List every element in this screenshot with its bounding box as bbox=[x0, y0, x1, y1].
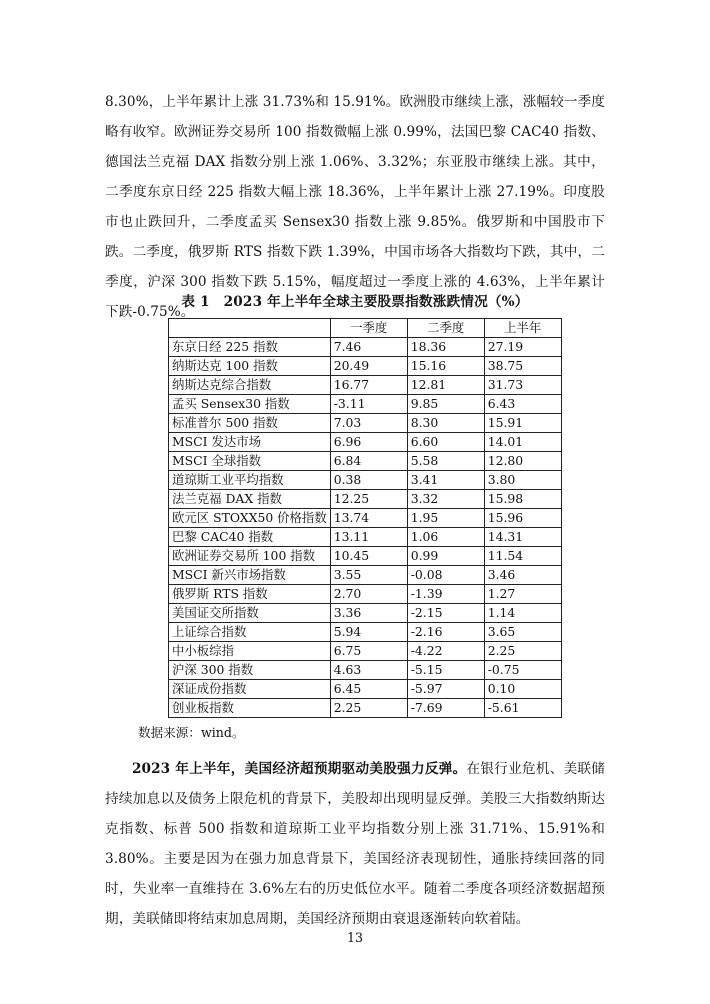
index-name-cell: 沪深 300 指数 bbox=[169, 661, 331, 680]
index-name-cell: 法兰克福 DAX 指数 bbox=[169, 490, 331, 509]
header-cell: 上半年 bbox=[484, 319, 561, 338]
table-row bbox=[169, 528, 562, 547]
value-cell: 9.85 bbox=[407, 395, 484, 414]
index-name-cell: 东京日经 225 指数 bbox=[169, 338, 331, 357]
value-cell: -5.97 bbox=[407, 680, 484, 699]
value-cell: 16.77 bbox=[330, 376, 407, 395]
value-cell: 15.96 bbox=[484, 509, 561, 528]
table-row bbox=[169, 395, 562, 414]
paragraph-top: 8.30%，上半年累计上涨 31.73%和 15.91%。欧洲股市继续上涨，涨幅较一季度略有收窄。欧洲证券交易所 100 指数微幅上涨 0.99%，法国巴黎 CAC40 指数、德国法兰克福 DAX 指数分别上涨 1.06%、3.32%；东亚股市继续上涨。其中，二季度东京日经 225 指数大幅上涨 18.36%，上半年累计上涨 27.19%。印度股市也止跌回升，二季度孟买 Sensex30 指数上涨 9.85%。俄罗斯和中国股市下跌。二季度，俄罗斯 RTS 指数下跌 1.39%，中国市场各大指数均下跌，其中，二季度，沪深 300 指数下跌 5.15%，幅度超过一季度上涨的 4.63%，上半年累计下跌-0.75%。 bbox=[105, 94, 605, 320]
value-cell: 2.25 bbox=[484, 642, 561, 661]
value-cell: 1.95 bbox=[407, 509, 484, 528]
value-cell: 3.80 bbox=[484, 471, 561, 490]
table-row bbox=[169, 338, 562, 357]
value-cell: 6.43 bbox=[484, 395, 561, 414]
table-row bbox=[169, 433, 562, 452]
value-cell: -2.15 bbox=[407, 604, 484, 623]
value-cell: 0.10 bbox=[484, 680, 561, 699]
value-cell: 2.70 bbox=[330, 585, 407, 604]
table-row bbox=[169, 490, 562, 509]
value-cell: 27.19 bbox=[484, 338, 561, 357]
value-cell: 7.46 bbox=[330, 338, 407, 357]
index-name-cell: 俄罗斯 RTS 指数 bbox=[169, 585, 331, 604]
value-cell: 3.55 bbox=[330, 566, 407, 585]
value-cell: -0.75 bbox=[484, 661, 561, 680]
table-row bbox=[169, 414, 562, 433]
value-cell: 12.25 bbox=[330, 490, 407, 509]
value-cell: 13.74 bbox=[330, 509, 407, 528]
value-cell: -0.08 bbox=[407, 566, 484, 585]
value-cell: -1.39 bbox=[407, 585, 484, 604]
index-name-cell: 上证综合指数 bbox=[169, 623, 331, 642]
data-source: 数据来源：wind。 bbox=[138, 725, 245, 740]
value-cell: 11.54 bbox=[484, 547, 561, 566]
value-cell: 3.36 bbox=[330, 604, 407, 623]
value-cell: 2.25 bbox=[330, 699, 407, 718]
table-row bbox=[169, 585, 562, 604]
value-cell: -5.15 bbox=[407, 661, 484, 680]
index-name-cell: 巴黎 CAC40 指数 bbox=[169, 528, 331, 547]
value-cell: 1.06 bbox=[407, 528, 484, 547]
index-name-cell: 纳斯达克综合指数 bbox=[169, 376, 331, 395]
value-cell: -4.22 bbox=[407, 642, 484, 661]
value-cell: 6.45 bbox=[330, 680, 407, 699]
value-cell: 18.36 bbox=[407, 338, 484, 357]
value-cell: -2.16 bbox=[407, 623, 484, 642]
index-name-cell: MSCI 全球指数 bbox=[169, 452, 331, 471]
table-row bbox=[169, 642, 562, 661]
index-name-cell: MSCI 新兴市场指数 bbox=[169, 566, 331, 585]
table-row bbox=[169, 699, 562, 718]
value-cell: 1.27 bbox=[484, 585, 561, 604]
page-number: 13 bbox=[346, 930, 364, 945]
index-name-cell: 道琼斯工业平均指数 bbox=[169, 471, 331, 490]
value-cell: 7.03 bbox=[330, 414, 407, 433]
value-cell: 14.01 bbox=[484, 433, 561, 452]
value-cell: 3.46 bbox=[484, 566, 561, 585]
value-cell: 1.14 bbox=[484, 604, 561, 623]
value-cell: 38.75 bbox=[484, 357, 561, 376]
table-header-row bbox=[169, 319, 562, 338]
index-table bbox=[168, 318, 562, 718]
value-cell: 3.65 bbox=[484, 623, 561, 642]
index-name-cell: 欧元区 STOXX50 价格指数 bbox=[169, 509, 331, 528]
value-cell: 10.45 bbox=[330, 547, 407, 566]
value-cell: 31.73 bbox=[484, 376, 561, 395]
value-cell: 6.75 bbox=[330, 642, 407, 661]
table-row bbox=[169, 509, 562, 528]
index-name-cell: 标准普尔 500 指数 bbox=[169, 414, 331, 433]
table-row bbox=[169, 376, 562, 395]
value-cell: 6.84 bbox=[330, 452, 407, 471]
header-cell: 二季度 bbox=[407, 319, 484, 338]
index-name-cell: 中小板综指 bbox=[169, 642, 331, 661]
value-cell: 0.99 bbox=[407, 547, 484, 566]
value-cell: 5.58 bbox=[407, 452, 484, 471]
index-name-cell: 创业板指数 bbox=[169, 699, 331, 718]
value-cell: -7.69 bbox=[407, 699, 484, 718]
table-row bbox=[169, 547, 562, 566]
value-cell: 15.98 bbox=[484, 490, 561, 509]
value-cell: 12.81 bbox=[407, 376, 484, 395]
value-cell: 6.96 bbox=[330, 433, 407, 452]
index-name-cell: 深证成份指数 bbox=[169, 680, 331, 699]
table-row bbox=[169, 566, 562, 585]
table-caption: 表 1 2023 年上半年全球主要股票指数涨跌情况（%） bbox=[181, 294, 529, 310]
index-name-cell: MSCI 发达市场 bbox=[169, 433, 331, 452]
value-cell: 6.60 bbox=[407, 433, 484, 452]
value-cell: 15.91 bbox=[484, 414, 561, 433]
table-row bbox=[169, 680, 562, 699]
value-cell: 4.63 bbox=[330, 661, 407, 680]
value-cell: 0.38 bbox=[330, 471, 407, 490]
value-cell: 14.31 bbox=[484, 528, 561, 547]
header-cell bbox=[169, 319, 331, 338]
value-cell: 3.41 bbox=[407, 471, 484, 490]
value-cell: 3.32 bbox=[407, 490, 484, 509]
value-cell: 5.94 bbox=[330, 623, 407, 642]
paragraph-body: 在银行业危机、美联储持续加息以及债务上限危机的背景下，美股却出现明显反弹。美股三大指数纳斯达克指数、标普 500 指数和道琼斯工业平均指数分别上涨 31.71%、15.91%和 3.80%。主要是因为在强力加息背景下，美国经济表现韧性，通胀持续回落的同时，失业率一直维持在 3.6%左右的历史低位水平。随着二季度各项经济数据超预期，美联储即将结束加息周期，美国经济预期由衰退逐渐转向软着陆。 bbox=[105, 761, 605, 927]
index-name-cell: 欧洲证券交易所 100 指数 bbox=[169, 547, 331, 566]
header-cell: 一季度 bbox=[330, 319, 407, 338]
value-cell: 12.80 bbox=[484, 452, 561, 471]
value-cell: 13.11 bbox=[330, 528, 407, 547]
table-row bbox=[169, 452, 562, 471]
index-name-cell: 孟买 Sensex30 指数 bbox=[169, 395, 331, 414]
table-row bbox=[169, 623, 562, 642]
value-cell: 8.30 bbox=[407, 414, 484, 433]
paragraph-lead: 2023 年上半年，美国经济超预期驱动美股强力反弹。 bbox=[132, 761, 467, 777]
value-cell: -3.11 bbox=[330, 395, 407, 414]
value-cell: -5.61 bbox=[484, 699, 561, 718]
value-cell: 15.16 bbox=[407, 357, 484, 376]
value-cell: 20.49 bbox=[330, 357, 407, 376]
table-row bbox=[169, 604, 562, 623]
table-row bbox=[169, 661, 562, 680]
index-name-cell: 纳斯达克 100 指数 bbox=[169, 357, 331, 376]
table-row bbox=[169, 357, 562, 376]
index-name-cell: 美国证交所指数 bbox=[169, 604, 331, 623]
table-row bbox=[169, 471, 562, 490]
paragraph-bottom bbox=[105, 754, 605, 934]
